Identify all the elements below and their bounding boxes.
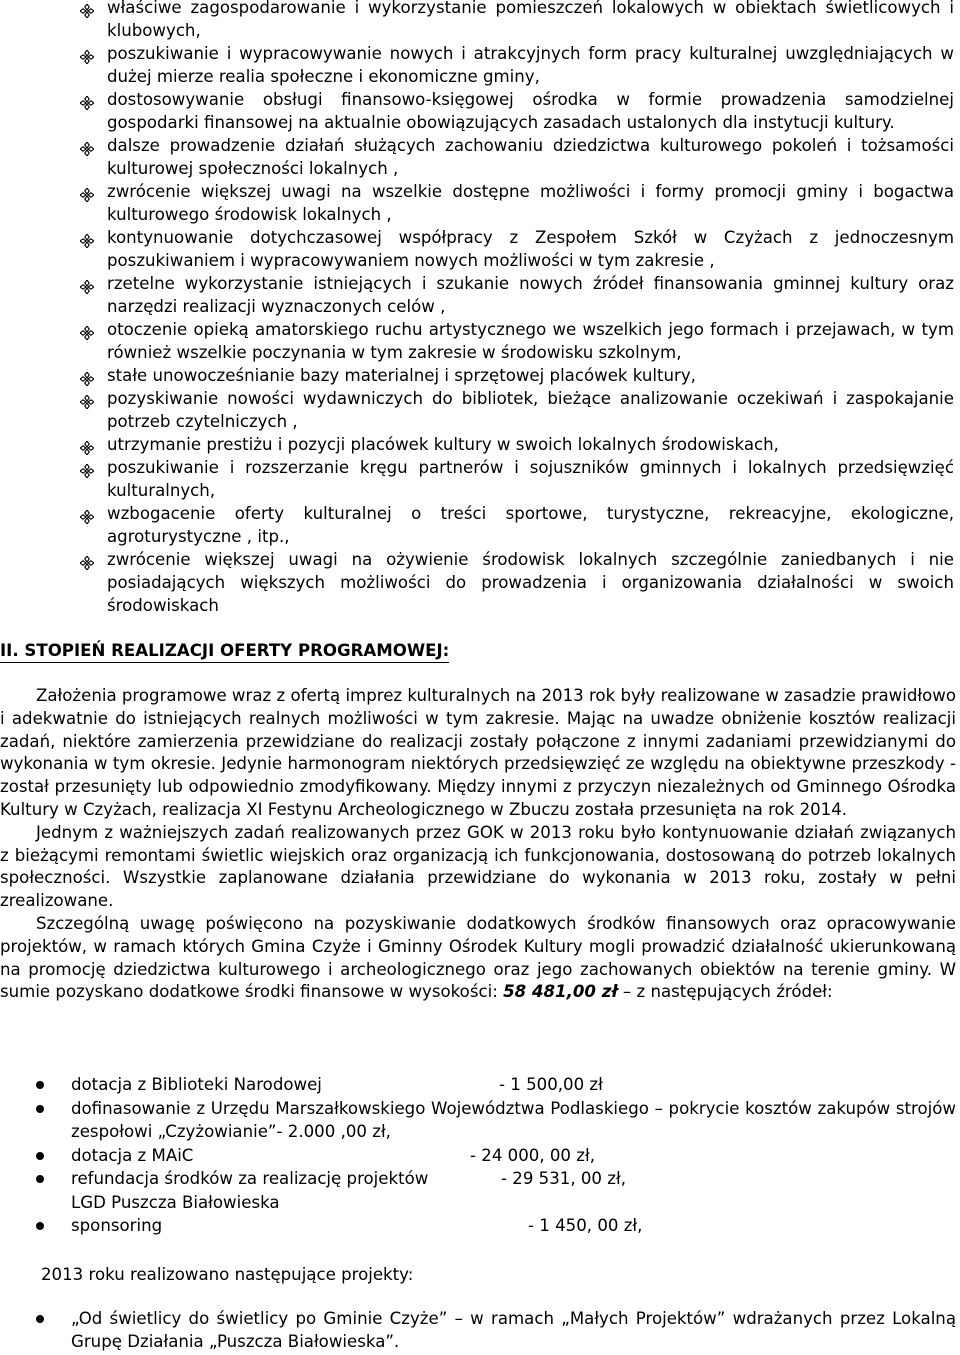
diamond-bullet-icon xyxy=(80,369,94,383)
list-item-text: właściwe zagospodarowanie i wykorzystanie pomieszczeń lokalowych w obiektach świetlicowych i klubowych, xyxy=(107,0,954,40)
list-item xyxy=(0,502,958,548)
project-text: „Od świetlicy do świetlicy po Gminie Czyże” – w ramach „Małych Projektów” wdrażanych przez Lokalną Grupę Działania „Puszcza Białowieska”. xyxy=(71,1309,956,1351)
diamond-bullet-icon xyxy=(80,461,94,475)
source-amount: - 24 000, 00 zł, xyxy=(470,1145,595,1165)
diamond-bullet-icon xyxy=(80,1,94,15)
diamond-bullet-icon xyxy=(80,231,94,245)
list-item xyxy=(0,272,958,318)
list-item xyxy=(0,548,958,617)
diamond-bullet-icon xyxy=(80,323,94,337)
paragraph-text: – z następujących źródeł: xyxy=(622,982,833,1002)
list-item-text: otoczenie opieką amatorskiego ruchu artystycznego we wszelkich jego formach i przejawach, w tym również wszelkie poczynania w tym zakresie w środowisku szkolnym, xyxy=(107,320,954,362)
list-item xyxy=(0,433,958,456)
diamond-bullet-icon xyxy=(80,277,94,291)
list-item xyxy=(0,1073,956,1097)
list-item xyxy=(0,1307,956,1353)
source-name: dotacja z MAiC xyxy=(71,1145,194,1165)
list-item xyxy=(0,318,958,364)
list-item xyxy=(0,0,958,42)
round-bullet-icon xyxy=(36,1152,44,1160)
diamond-bullet-icon xyxy=(80,392,94,406)
list-item xyxy=(0,1214,956,1238)
paragraph-text: Szczególną uwagę poświęcono na pozyskiwanie dodatkowych środków finansowych oraz opracowywanie projektów, w ramach których Gmina Czyże i Gminny Ośrodek Kultury mogli prowadzić działalność ukierunkowaną na promocję dziedzictwa kulturowego i archeologicznego oraz jego zachowanych obiektów na terenie gminy. W sumie pozyskano dodatkowe środki finansowe w wysokości: xyxy=(0,913,956,1002)
list-item-text: zwrócenie większej uwagi na wszelkie dostępne możliwości i formy promocji gminy i bogactwa kulturowego środowisk lokalnych , xyxy=(107,182,954,224)
source-amount: - 29 531, 00 zł, xyxy=(501,1169,626,1188)
list-item xyxy=(0,226,958,272)
list-item xyxy=(0,42,958,88)
source-name: dofinasowanie z Urzędu Marszałkowskiego Województwa Podlaskiego – pokrycie kosztów zakupów strojów zespołowi „Czyżowianie”- 2.000 ,00 zł, xyxy=(71,1098,956,1141)
list-item-text: dalsze prowadzenie działań służących zachowaniu dziedzictwa kulturowego pokoleń i tożsamości kulturowej społeczności lokalnych , xyxy=(107,136,954,178)
total-amount: 58 481,00 zł xyxy=(503,982,618,1002)
list-item xyxy=(0,364,958,387)
list-item-text: wzbogacenie oferty kulturalnej o treści sportowe, turystyczne, rekreacyjne, ekologiczne, agroturystyczne , itp., xyxy=(107,504,954,546)
diamond-bullet-icon xyxy=(80,553,94,567)
source-name-continued: LGD Puszcza Białowieska xyxy=(71,1192,280,1212)
paragraph: Założenia programowe wraz z ofertą imprez kulturalnych na 2013 rok były realizowane w zasadzie prawidłowo i adekwatnie do istniejących realnych możliwości w tym zakresie. Mając na uwadze obniżenie kosztów realizacji zadań, niektóre zamierzenia przewidziane do realizacji zostały połączone z innymi zadaniami przewidzianymi do wykonania w tym okresie. Jedynie harmonogram niektórych przedsięwzięć ze względu na obiektywne przeszkody - został przesunięty lub odpowiednio zmodyfikowany. Między innymi z przyczyn niezależnych od Gminnego Ośrodka Kultury w Czyżach, realizacja XI Festynu Archeologicznego w Zbuczu została przesunięta na rok 2014. xyxy=(0,686,956,819)
source-amount: - 1 500,00 zł xyxy=(499,1075,603,1094)
diamond-bullet-icon xyxy=(80,507,94,521)
section-heading: II. STOPIEŃ REALIZACJI OFERTY PROGRAMOWEJ: xyxy=(0,639,449,663)
source-amount: - 1 450, 00 zł, xyxy=(528,1216,643,1235)
paragraph: Jednym z ważniejszych zadań realizowanych przez GOK w 2013 roku było kontynuowanie działań związanych z bieżącymi remontami świetlic wiejskich oraz organizacją ich funkcjonowania, dostosowaną do potrzeb lokalnych społeczności. Wszystkie zaplanowane działania przewidziane do wykonania w 2013 roku, zostały w pełni zrealizowane. xyxy=(0,822,956,911)
round-bullet-icon xyxy=(36,1081,44,1089)
list-item xyxy=(0,387,958,433)
source-name: refundacja środków za realizację projektów xyxy=(71,1169,429,1188)
list-item-text: utrzymanie prestiżu i pozycji placówek kultury w swoich lokalnych środowiskach, xyxy=(107,435,779,454)
list-item xyxy=(0,1097,956,1144)
list-item-text: dostosowywanie obsługi finansowo-księgowej ośrodka w formie prowadzenia samodzielnej gospodarki finansowej na aktualnie obowiązujących zasadach ustalonych dla instytucji kultury. xyxy=(107,90,954,132)
list-item xyxy=(0,1167,956,1214)
section-body xyxy=(0,685,956,1004)
list-item xyxy=(0,1144,956,1168)
diamond-bullet-icon xyxy=(80,47,94,61)
diamond-bullet-icon xyxy=(80,185,94,199)
projects-list xyxy=(0,1307,956,1353)
round-bullet-icon xyxy=(36,1222,44,1230)
funding-sources-list xyxy=(0,1073,956,1238)
list-item xyxy=(0,456,958,502)
list-item-text: stałe unowocześnianie bazy materialnej i sprzętowej placówek kultury, xyxy=(107,366,696,385)
source-name: dotacja z Biblioteki Narodowej xyxy=(71,1075,322,1094)
diamond-bullet-icon xyxy=(80,139,94,153)
projects-intro: 2013 roku realizowano następujące projekty: xyxy=(41,1265,414,1284)
list-item-text: poszukiwanie i wypracowywanie nowych i atrakcyjnych form pracy kulturalnej uwzględniających w dużej mierze realia społeczne i ekonomiczne gminy, xyxy=(107,44,954,86)
paragraph xyxy=(0,913,956,1004)
round-bullet-icon xyxy=(36,1105,44,1113)
list-item-text: pozyskiwanie nowości wydawniczych do bibliotek, bieżące analizowanie oczekiwań i zaspokajanie potrzeb czytelniczych , xyxy=(107,389,954,431)
diamond-bullet-icon xyxy=(80,93,94,107)
list-item xyxy=(0,134,958,180)
list-item-text: kontynuowanie dotychczasowej współpracy z Zespołem Szkół w Czyżach z jednoczesnym poszukiwaniem i wypracowywaniem nowych możliwości w tym zakresie , xyxy=(107,228,954,270)
round-bullet-icon xyxy=(36,1315,44,1323)
list-item xyxy=(0,180,958,226)
round-bullet-icon xyxy=(36,1175,44,1183)
list-item-text: zwrócenie większej uwagi na ożywienie środowisk lokalnych szczególnie zaniedbanych i nie posiadających większych możliwości do prowadzenia i organizowania działalności w swoich środowiskach xyxy=(107,550,954,615)
source-name: sponsoring xyxy=(71,1216,163,1235)
list-item xyxy=(0,88,958,134)
list-item-text: poszukiwanie i rozszerzanie kręgu partnerów i sojuszników gminnych i lokalnych przedsięwzięć kulturalnych, xyxy=(107,458,954,500)
list-item-text: rzetelne wykorzystanie istniejących i szukanie nowych źródeł finansowania gminnej kultury oraz narzędzi realizacji wyznaczonych celów , xyxy=(107,274,954,316)
tasks-list xyxy=(0,0,958,617)
diamond-bullet-icon xyxy=(80,438,94,452)
